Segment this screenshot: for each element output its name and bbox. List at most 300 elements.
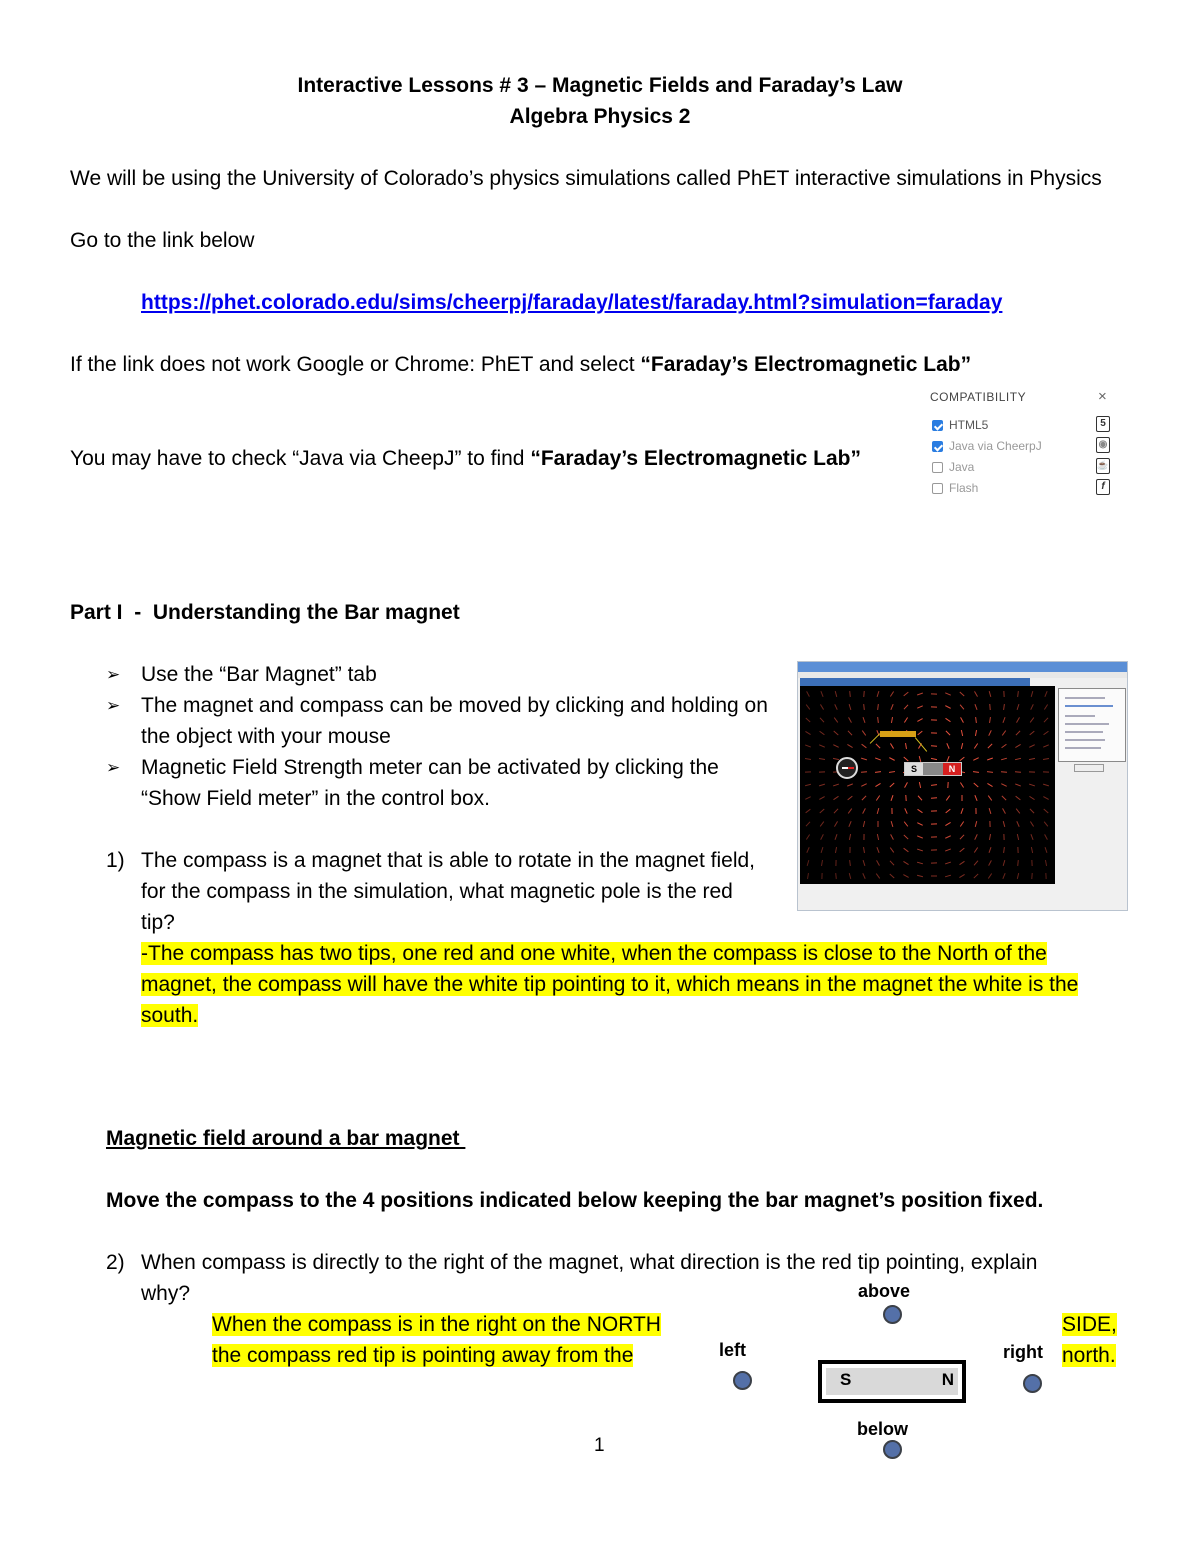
compass-position-left <box>733 1371 752 1390</box>
field-arrow <box>904 835 908 839</box>
field-arrow <box>945 836 950 839</box>
field-arrow <box>890 743 893 748</box>
field-arrow <box>835 691 837 697</box>
compatibility-panel <box>924 384 1120 502</box>
field-arrow <box>1043 784 1049 786</box>
field-arrow <box>877 860 880 865</box>
field-arrow <box>975 821 976 827</box>
answer-1-line <box>141 940 1047 968</box>
fallback-text: If the link does not work Google or Chrome: PhET and select <box>70 353 641 376</box>
field-arrow <box>878 717 879 723</box>
field-arrow <box>808 873 809 879</box>
field-arrow <box>821 691 823 697</box>
field-arrow <box>917 849 923 851</box>
field-arrow <box>975 704 977 710</box>
field-arrow <box>806 834 809 839</box>
field-arrow <box>835 834 837 840</box>
checkbox-checked-icon[interactable] <box>932 420 943 431</box>
answer-text: magnet, the compass will have the white tip pointing to it, which means in the magnet the white is the <box>141 973 1079 996</box>
field-arrow <box>1030 821 1033 826</box>
field-arrow <box>917 875 923 876</box>
field-arrow <box>1031 691 1033 697</box>
field-arrow <box>989 847 991 853</box>
field-arrow <box>806 705 810 710</box>
field-arrow <box>875 772 881 773</box>
field-arrow <box>961 808 963 814</box>
field-arrow <box>834 809 838 813</box>
field-arrow <box>807 860 809 866</box>
sim-magnet-north: N <box>943 763 961 775</box>
label-below: below <box>857 1419 909 1439</box>
checkbox-checked-icon[interactable] <box>932 441 943 452</box>
field-arrow <box>945 822 950 825</box>
field-arrow <box>876 796 879 801</box>
field-arrow <box>961 730 962 736</box>
field-arrow <box>1003 821 1004 827</box>
field-arrow <box>1004 847 1005 853</box>
field-arrow <box>1043 758 1049 759</box>
field-arrow <box>947 756 949 762</box>
field-arrow <box>861 772 867 773</box>
field-arrow <box>974 783 979 787</box>
field-arrow <box>1045 834 1048 839</box>
answer-1-line <box>141 1002 198 1030</box>
field-arrow <box>987 758 993 760</box>
field-arrow <box>960 835 964 839</box>
field-arrow <box>1001 784 1006 787</box>
field-arrow <box>1029 796 1034 799</box>
field-arrow <box>931 758 937 759</box>
field-arrow <box>822 860 823 866</box>
field-arrow <box>1044 822 1048 827</box>
sim-canvas <box>800 686 1055 884</box>
field-arrow <box>805 731 810 734</box>
bullet-item-continued: “Show Field meter” in the control box. <box>141 787 490 810</box>
field-arrow <box>1015 784 1021 786</box>
field-arrow <box>989 730 992 735</box>
field-arrow <box>904 757 909 761</box>
answer-text: south. <box>141 1004 199 1027</box>
option-label: HTML5 <box>949 418 989 432</box>
field-arrow <box>904 705 908 709</box>
page-number: 1 <box>594 1435 605 1456</box>
field-arrow <box>1044 704 1047 709</box>
field-arrow <box>990 717 991 723</box>
field-arrow <box>988 796 992 801</box>
answer-2-right <box>1062 1342 1116 1370</box>
field-arrow <box>850 860 851 866</box>
sim-titlebar <box>798 662 1127 672</box>
field-arrow <box>863 717 865 723</box>
field-arrow <box>1016 809 1020 814</box>
field-arrow <box>904 822 908 827</box>
field-arrow <box>1016 796 1021 800</box>
question-1-line: for the compass in the simulation, what magnetic pole is the red <box>141 880 733 903</box>
field-arrow <box>945 862 951 864</box>
field-arrow <box>1015 758 1021 759</box>
field-arrow <box>1002 744 1007 748</box>
field-arrow <box>960 782 963 787</box>
field-arrow <box>989 834 990 840</box>
field-arrow <box>890 861 894 865</box>
field-arrow <box>1003 873 1005 879</box>
html5-icon: 5 <box>1096 416 1110 432</box>
field-arrow <box>946 809 951 813</box>
field-arrow <box>961 743 962 749</box>
field-arrow <box>974 744 977 749</box>
field-arrow <box>833 784 839 786</box>
field-arrow <box>820 731 825 735</box>
answer-2-line <box>212 1342 633 1370</box>
field-arrow <box>861 784 866 787</box>
field-arrow <box>976 717 977 723</box>
option-html5[interactable] <box>932 416 988 434</box>
field-arrows <box>800 686 1055 884</box>
field-arrow <box>1030 718 1034 723</box>
field-arrow <box>1029 784 1035 786</box>
field-arrow <box>946 718 951 721</box>
field-arrow <box>861 758 867 760</box>
field-arrow <box>848 796 853 800</box>
bullet-item-continued: the object with your mouse <box>141 725 391 748</box>
part1-heading: Part I - Understanding the Bar magnet <box>70 601 460 624</box>
java-icon: ☕ <box>1096 458 1110 474</box>
field-arrow <box>891 834 894 839</box>
compass-position-above <box>883 1305 902 1324</box>
field-arrow <box>1018 860 1019 866</box>
field-arrow <box>890 874 894 878</box>
arrow-bullet-icon: ➢ <box>106 696 121 715</box>
field-arrow <box>833 796 838 799</box>
field-arrow <box>863 873 865 878</box>
answer-text: north. <box>1062 1344 1116 1367</box>
field-arrow <box>806 822 810 826</box>
field-arrow <box>805 784 811 786</box>
field-arrow <box>875 783 880 786</box>
field-arrow <box>917 823 922 826</box>
field-arrow <box>917 706 922 708</box>
field-arrow <box>1031 834 1033 840</box>
field-arrow <box>988 744 992 748</box>
field-arrow <box>947 743 949 748</box>
field-arrow <box>805 759 811 760</box>
bar-magnet-diagram <box>818 1360 966 1403</box>
field-arrow <box>1044 718 1048 722</box>
compass-icon <box>836 757 858 779</box>
field-arrow <box>889 772 895 773</box>
field-arrow <box>1017 873 1018 879</box>
field-arrow <box>834 821 837 826</box>
field-arrow <box>819 797 824 800</box>
bullet-item: Magnetic Field Strength meter can be activated by clicking the <box>141 756 719 779</box>
option-label: Java <box>949 460 975 474</box>
field-arrow <box>1002 731 1006 736</box>
field-arrow <box>918 796 922 800</box>
field-arrow <box>849 834 850 840</box>
question-2-line: When compass is directly to the right of the magnet, what direction is the red tip pointing, explain <box>141 1251 1038 1274</box>
question-number: 2) <box>106 1251 125 1274</box>
flash-icon: f <box>1096 479 1110 495</box>
field-arrow <box>1004 704 1005 710</box>
question-2-line: why? <box>141 1282 191 1305</box>
field-arrow <box>847 784 853 786</box>
fallback-line <box>70 351 971 379</box>
field-arrow <box>960 705 964 710</box>
field-arrow <box>1016 717 1019 722</box>
field-arrow <box>863 860 865 866</box>
field-arrow <box>864 847 865 853</box>
field-arrow <box>1016 731 1020 735</box>
field-arrow <box>877 847 879 853</box>
magnet-south-label: S <box>840 1370 852 1389</box>
field-arrow <box>850 691 851 697</box>
field-arrow <box>906 743 907 749</box>
field-arrow <box>1043 797 1048 800</box>
java-cheerpj-icon: ◉ <box>1096 437 1110 453</box>
field-arrow <box>903 875 908 878</box>
field-arrow <box>819 758 825 759</box>
field-arrow <box>878 704 879 710</box>
check-line <box>70 445 861 473</box>
field-arrow <box>1029 758 1035 759</box>
field-arrow <box>863 808 866 813</box>
answer-1-line <box>141 971 1078 999</box>
field-arrow <box>945 693 951 695</box>
field-arrow <box>890 848 894 853</box>
field-arrow <box>834 731 839 735</box>
arrow-bullet-icon: ➢ <box>106 758 121 777</box>
document-subtitle: Algebra Physics 2 <box>509 105 691 128</box>
checkbox-icon[interactable] <box>932 483 943 494</box>
field-arrow <box>960 848 965 852</box>
bullet-item: Use the “Bar Magnet” tab <box>141 663 377 686</box>
field-arrow <box>820 704 823 709</box>
link-container <box>141 289 1002 317</box>
field-arrow <box>945 849 951 851</box>
arrow-bullet-icon: ➢ <box>106 665 121 684</box>
field-arrow <box>987 772 993 773</box>
field-arrow <box>875 758 881 760</box>
field-arrow <box>864 704 865 710</box>
answer-2-right <box>1062 1311 1117 1339</box>
sim-label-tag <box>880 731 916 737</box>
field-arrow <box>1015 744 1020 747</box>
section2-heading-text: Magnetic field around a bar magnet <box>106 1127 466 1150</box>
field-arrow <box>959 874 964 877</box>
field-arrow <box>807 847 809 852</box>
intro-line: We will be using the University of Colorado’s physics simulations called PhET interactive simulations in Physics <box>70 167 1102 190</box>
field-arrow <box>862 731 865 736</box>
field-arrow <box>974 861 978 866</box>
field-arrow <box>931 746 937 747</box>
section2-heading <box>106 1125 465 1153</box>
field-arrow <box>805 797 810 800</box>
option-java-cheerpj[interactable] <box>932 437 1042 455</box>
field-arrow <box>904 692 909 696</box>
field-arrow <box>807 691 810 696</box>
field-arrow <box>1003 860 1005 866</box>
field-arrow <box>820 822 824 827</box>
field-arrow <box>989 860 992 865</box>
field-arrow <box>987 783 992 786</box>
field-arrow <box>848 731 852 735</box>
answer-text: SIDE, <box>1062 1313 1117 1336</box>
field-arrow <box>849 717 852 722</box>
field-arrow <box>918 809 923 812</box>
field-arrow <box>877 834 878 840</box>
field-arrow <box>919 782 920 788</box>
sim-tabs <box>800 678 1030 686</box>
option-label: Flash <box>949 481 979 495</box>
field-arrow <box>1001 772 1007 773</box>
field-arrow <box>975 834 978 839</box>
field-arrow <box>891 821 893 827</box>
field-arrow <box>876 874 879 879</box>
field-arrow <box>960 861 965 864</box>
field-arrow <box>891 704 893 710</box>
close-icon[interactable]: × <box>1098 388 1107 405</box>
field-arrow <box>819 784 825 786</box>
field-arrow <box>905 808 907 813</box>
field-arrow <box>945 706 950 709</box>
field-arrow <box>1045 860 1046 866</box>
check-sim-name: “Faraday’s Electromagnetic Lab” <box>530 447 861 470</box>
field-arrow <box>805 745 811 747</box>
sim-control-panel <box>1058 688 1126 762</box>
field-arrow <box>1045 847 1047 853</box>
field-arrow <box>1031 704 1034 709</box>
field-arrow <box>821 834 824 839</box>
question-number: 1) <box>106 849 125 872</box>
field-arrow <box>989 808 991 814</box>
field-arrow <box>849 873 850 879</box>
option-label: Java via CheerpJ <box>949 439 1042 453</box>
field-arrow <box>877 691 879 697</box>
field-arrow <box>989 691 991 697</box>
field-arrow <box>961 717 964 722</box>
sim-button <box>1074 764 1104 772</box>
field-arrow <box>1003 717 1005 723</box>
field-arrow <box>862 744 867 748</box>
field-arrow <box>918 731 923 735</box>
answer-text: When the compass is in the right on the NORTH <box>212 1313 661 1336</box>
field-arrow <box>835 847 836 853</box>
simulation-screenshot <box>797 661 1128 911</box>
answer-2-line <box>212 1311 661 1339</box>
label-right: right <box>1003 1342 1043 1362</box>
field-arrow <box>975 730 976 736</box>
field-arrow <box>835 704 838 709</box>
field-arrow <box>973 772 979 773</box>
field-arrow <box>877 808 879 814</box>
field-arrow <box>834 718 838 723</box>
field-arrow <box>1017 834 1018 840</box>
field-arrow <box>1017 821 1019 826</box>
option-java[interactable] <box>932 458 974 476</box>
compatibility-title: COMPATIBILITY <box>930 390 1027 404</box>
field-arrow <box>819 745 825 747</box>
field-arrow <box>917 836 923 838</box>
checkbox-icon[interactable] <box>932 462 943 473</box>
field-arrow <box>946 796 949 801</box>
field-arrow <box>889 758 894 761</box>
field-arrow <box>863 821 864 827</box>
field-arrow <box>890 783 894 787</box>
document-title: Interactive Lessons # 3 – Magnetic Fields and Faraday’s Law <box>297 74 903 97</box>
field-arrow <box>862 796 866 800</box>
field-arrow <box>890 691 893 696</box>
field-arrow <box>960 822 963 827</box>
magnet-north-label: N <box>941 1370 954 1389</box>
field-arrow <box>847 744 852 747</box>
field-arrow <box>833 745 838 748</box>
field-arrow <box>905 782 908 787</box>
answer-text: -The compass has two tips, one red and one white, when the compass is close to the North of the <box>141 942 1047 965</box>
label-above: above <box>858 1281 911 1301</box>
field-arrow <box>990 704 991 710</box>
field-arrow <box>1045 691 1047 697</box>
fallback-sim-name: “Faraday’s Electromagnetic Lab” <box>640 353 972 376</box>
field-arrow <box>945 875 951 877</box>
field-arrow <box>1044 731 1049 734</box>
field-arrow <box>1003 808 1006 813</box>
field-arrow <box>931 785 937 786</box>
field-arrow <box>849 821 851 827</box>
sim-magnet-south: S <box>905 763 923 775</box>
field-arrow <box>917 719 922 722</box>
field-arrow <box>1043 745 1049 747</box>
field-arrow <box>891 717 892 723</box>
field-arrow <box>1029 745 1034 748</box>
field-arrow <box>848 809 852 814</box>
field-arrow <box>806 809 811 813</box>
compass-position-below <box>883 1440 902 1459</box>
field-arrow <box>1030 731 1035 735</box>
field-arrow <box>988 874 991 879</box>
label-left: left <box>719 1340 746 1360</box>
field-arrow <box>821 847 823 853</box>
field-arrow <box>849 704 851 710</box>
sim-bar-magnet <box>904 762 962 776</box>
field-arrow <box>1017 704 1019 710</box>
option-flash[interactable] <box>932 479 978 497</box>
link-instruction: Go to the link below <box>70 229 255 252</box>
field-arrow <box>917 693 923 695</box>
field-arrow <box>917 862 923 864</box>
compass-position-right <box>1023 1374 1042 1393</box>
field-arrow <box>820 718 824 722</box>
field-arrow <box>836 873 837 879</box>
check-text: You may have to check “Java via CheepJ” to find <box>70 447 531 470</box>
field-arrow <box>946 731 950 735</box>
field-arrow <box>1002 796 1006 800</box>
field-arrow <box>975 795 977 801</box>
section2-instruction: Move the compass to the 4 positions indicated below keeping the bar magnet’s position fixed. <box>106 1189 1044 1212</box>
question-1-line: tip? <box>141 911 175 934</box>
field-arrow <box>820 809 824 813</box>
answer-text: the compass red tip is pointing away from the <box>212 1344 634 1367</box>
field-arrow <box>974 874 978 878</box>
field-arrow <box>904 717 907 722</box>
field-arrow <box>1044 809 1049 813</box>
field-arrow <box>960 757 965 761</box>
field-arrow <box>974 691 977 696</box>
field-arrow <box>960 692 964 696</box>
question-1-line: The compass is a magnet that is able to rotate in the magnet field, <box>141 849 756 872</box>
phet-link[interactable]: https://phet.colorado.edu/sims/cheerpj/faraday/latest/faraday.html?simulation=faraday <box>141 291 1003 314</box>
field-arrow <box>974 848 977 853</box>
field-arrow <box>973 758 978 761</box>
